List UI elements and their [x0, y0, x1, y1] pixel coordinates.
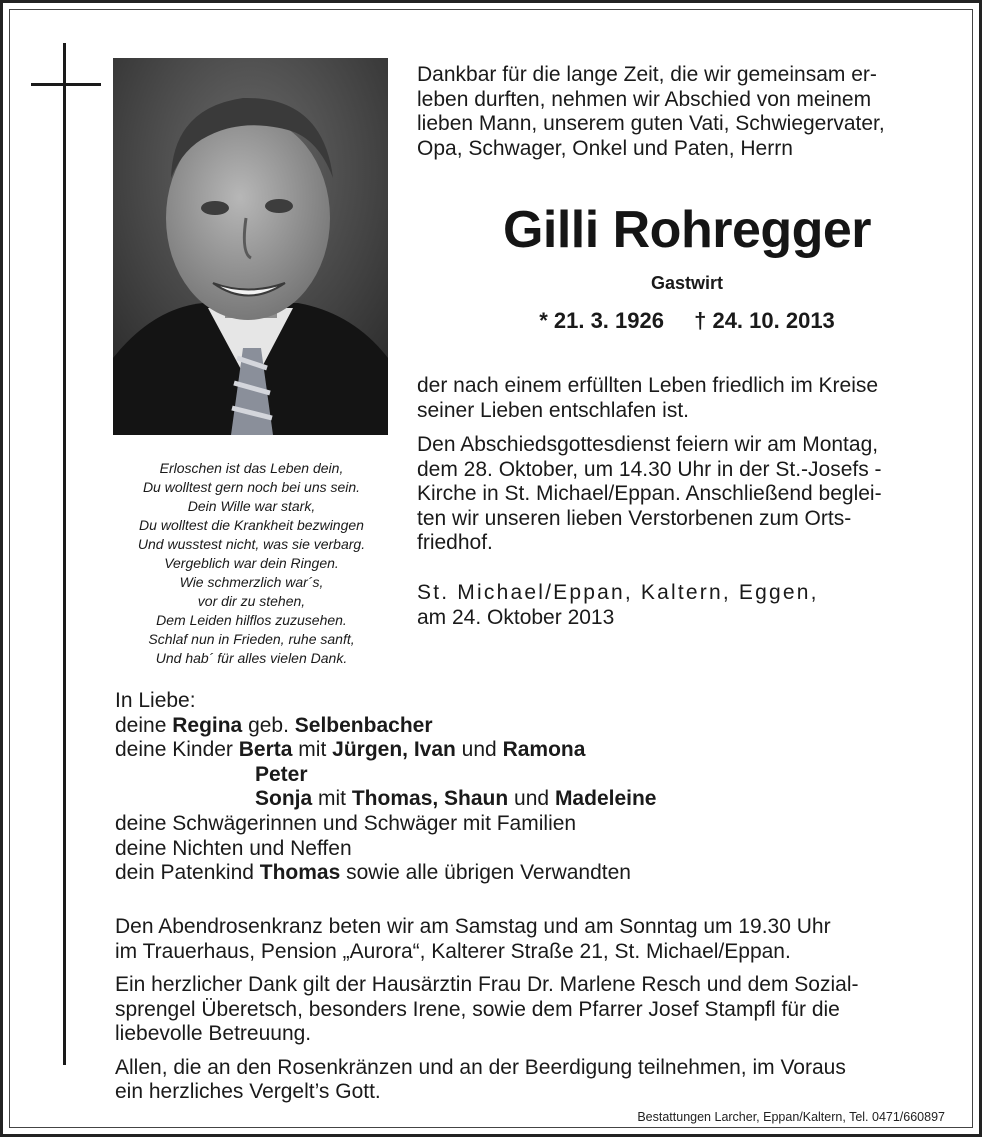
passing-text: der nach einem erfüllten Leben friedlich im Kreise seiner Lieben entschlafen ist.: [417, 374, 879, 422]
portrait-illustration: [113, 58, 388, 435]
text-segment: dein Patenkind: [115, 861, 260, 885]
memorial-poem: Erloschen ist das Leben dein, Du wolltest gern noch bei uns sein. Dein Wille war stark, Du wolltest die Krankheit bezwingen Und wusstest nicht, was sie verbarg. Vergeblich war dein Ringen. Wie schmerzlich war´s, vor dir zu stehen, Dem Leiden hilflos zuzusehen. Schlaf nun in Frieden, ruhe sanft, Und hab´ für alles vielen Dank.: [137, 460, 366, 666]
family-line-child-3: [115, 787, 955, 812]
name-bold: Selbenbacher: [294, 713, 433, 737]
name-bold: Regina: [172, 713, 243, 737]
text-segment: und: [508, 787, 555, 811]
family-line-spouse: [115, 714, 955, 739]
name-bold: Peter: [255, 762, 308, 786]
family-line-children: [115, 738, 955, 763]
birth-date: * 21. 3. 1926: [539, 308, 664, 333]
service-text: Den Abschiedsgottesdienst feiern wir am Montag, dem 28. Oktober, um 14.30 Uhr in der St.-Josefs - Kirche in St. Michael/Eppan. Anschließend beglei- ten wir unseren lieben Verstorbenen zum Orts- friedhof.: [417, 433, 882, 554]
name-bold: Thomas, Shaun: [351, 787, 509, 811]
text-segment: und: [455, 738, 503, 762]
places-line: St. Michael/Eppan, Kaltern, Eggen,: [417, 581, 819, 604]
place-date: [417, 581, 957, 630]
family-list: [115, 689, 955, 886]
text-segment: mit: [312, 787, 352, 811]
text-segment: sowie alle übrigen Verwandten: [340, 861, 631, 885]
portrait-photo: [113, 58, 388, 435]
rosary-text: Den Abendrosenkranz beten wir am Samstag und am Sonntag um 19.30 Uhr im Trauerhaus, Pension „Aurora“, Kalterer Straße 21, St. Michael/Eppan.: [115, 915, 831, 963]
closing-section: [115, 915, 955, 1114]
deceased-name: Gilli Rohregger: [502, 201, 872, 259]
date-line: am 24. Oktober 2013: [417, 605, 615, 629]
name-bold: Thomas: [259, 861, 341, 885]
death-date: † 24. 10. 2013: [694, 308, 835, 333]
name-bold: Berta: [238, 738, 293, 762]
thanks-text: Ein herzlicher Dank gilt der Hausärztin Frau Dr. Marlene Resch und dem Sozial- sprengel Überetsch, besonders Irene, sowie dem Pfarrer Josef Stampfl für die liebevolle Betreuung.: [115, 973, 859, 1045]
text-segment: mit: [292, 738, 333, 762]
family-line-godchild: [115, 861, 955, 886]
text-segment: geb.: [242, 713, 295, 737]
family-line-child-2: [115, 763, 955, 788]
name-bold: Ramona: [502, 738, 586, 762]
name-bold: Sonja: [255, 787, 313, 811]
intro-text: Dankbar für die lange Zeit, die wir gemeinsam er- leben durften, nehmen wir Abschied von meinem lieben Mann, unserem guten Vati, Schwiegervater, Opa, Schwager, Onkel und Paten, Herrn: [417, 63, 885, 160]
name-bold: Madeleine: [554, 787, 657, 811]
text-segment: deine Kinder: [115, 738, 239, 762]
family-line-in-laws: deine Schwägerinnen und Schwäger mit Familien: [115, 811, 577, 835]
family-line-nieces: deine Nichten und Neffen: [115, 836, 352, 860]
text-segment: deine: [115, 713, 173, 737]
funeral-home-credit: Bestattungen Larcher, Eppan/Kaltern, Tel. 0471/660897: [637, 1110, 945, 1124]
life-dates: [417, 307, 957, 335]
name-bold: Jürgen, Ivan: [332, 738, 456, 762]
cross-icon-horizontal: [31, 83, 101, 86]
deceased-occupation: Gastwirt: [650, 273, 724, 293]
family-heading: In Liebe:: [115, 689, 196, 712]
cross-icon-vertical: [63, 43, 66, 1065]
closing-text: Allen, die an den Rosenkränzen und an der Beerdigung teilnehmen, im Voraus ein herzliches Vergelt’s Gott.: [115, 1055, 846, 1103]
